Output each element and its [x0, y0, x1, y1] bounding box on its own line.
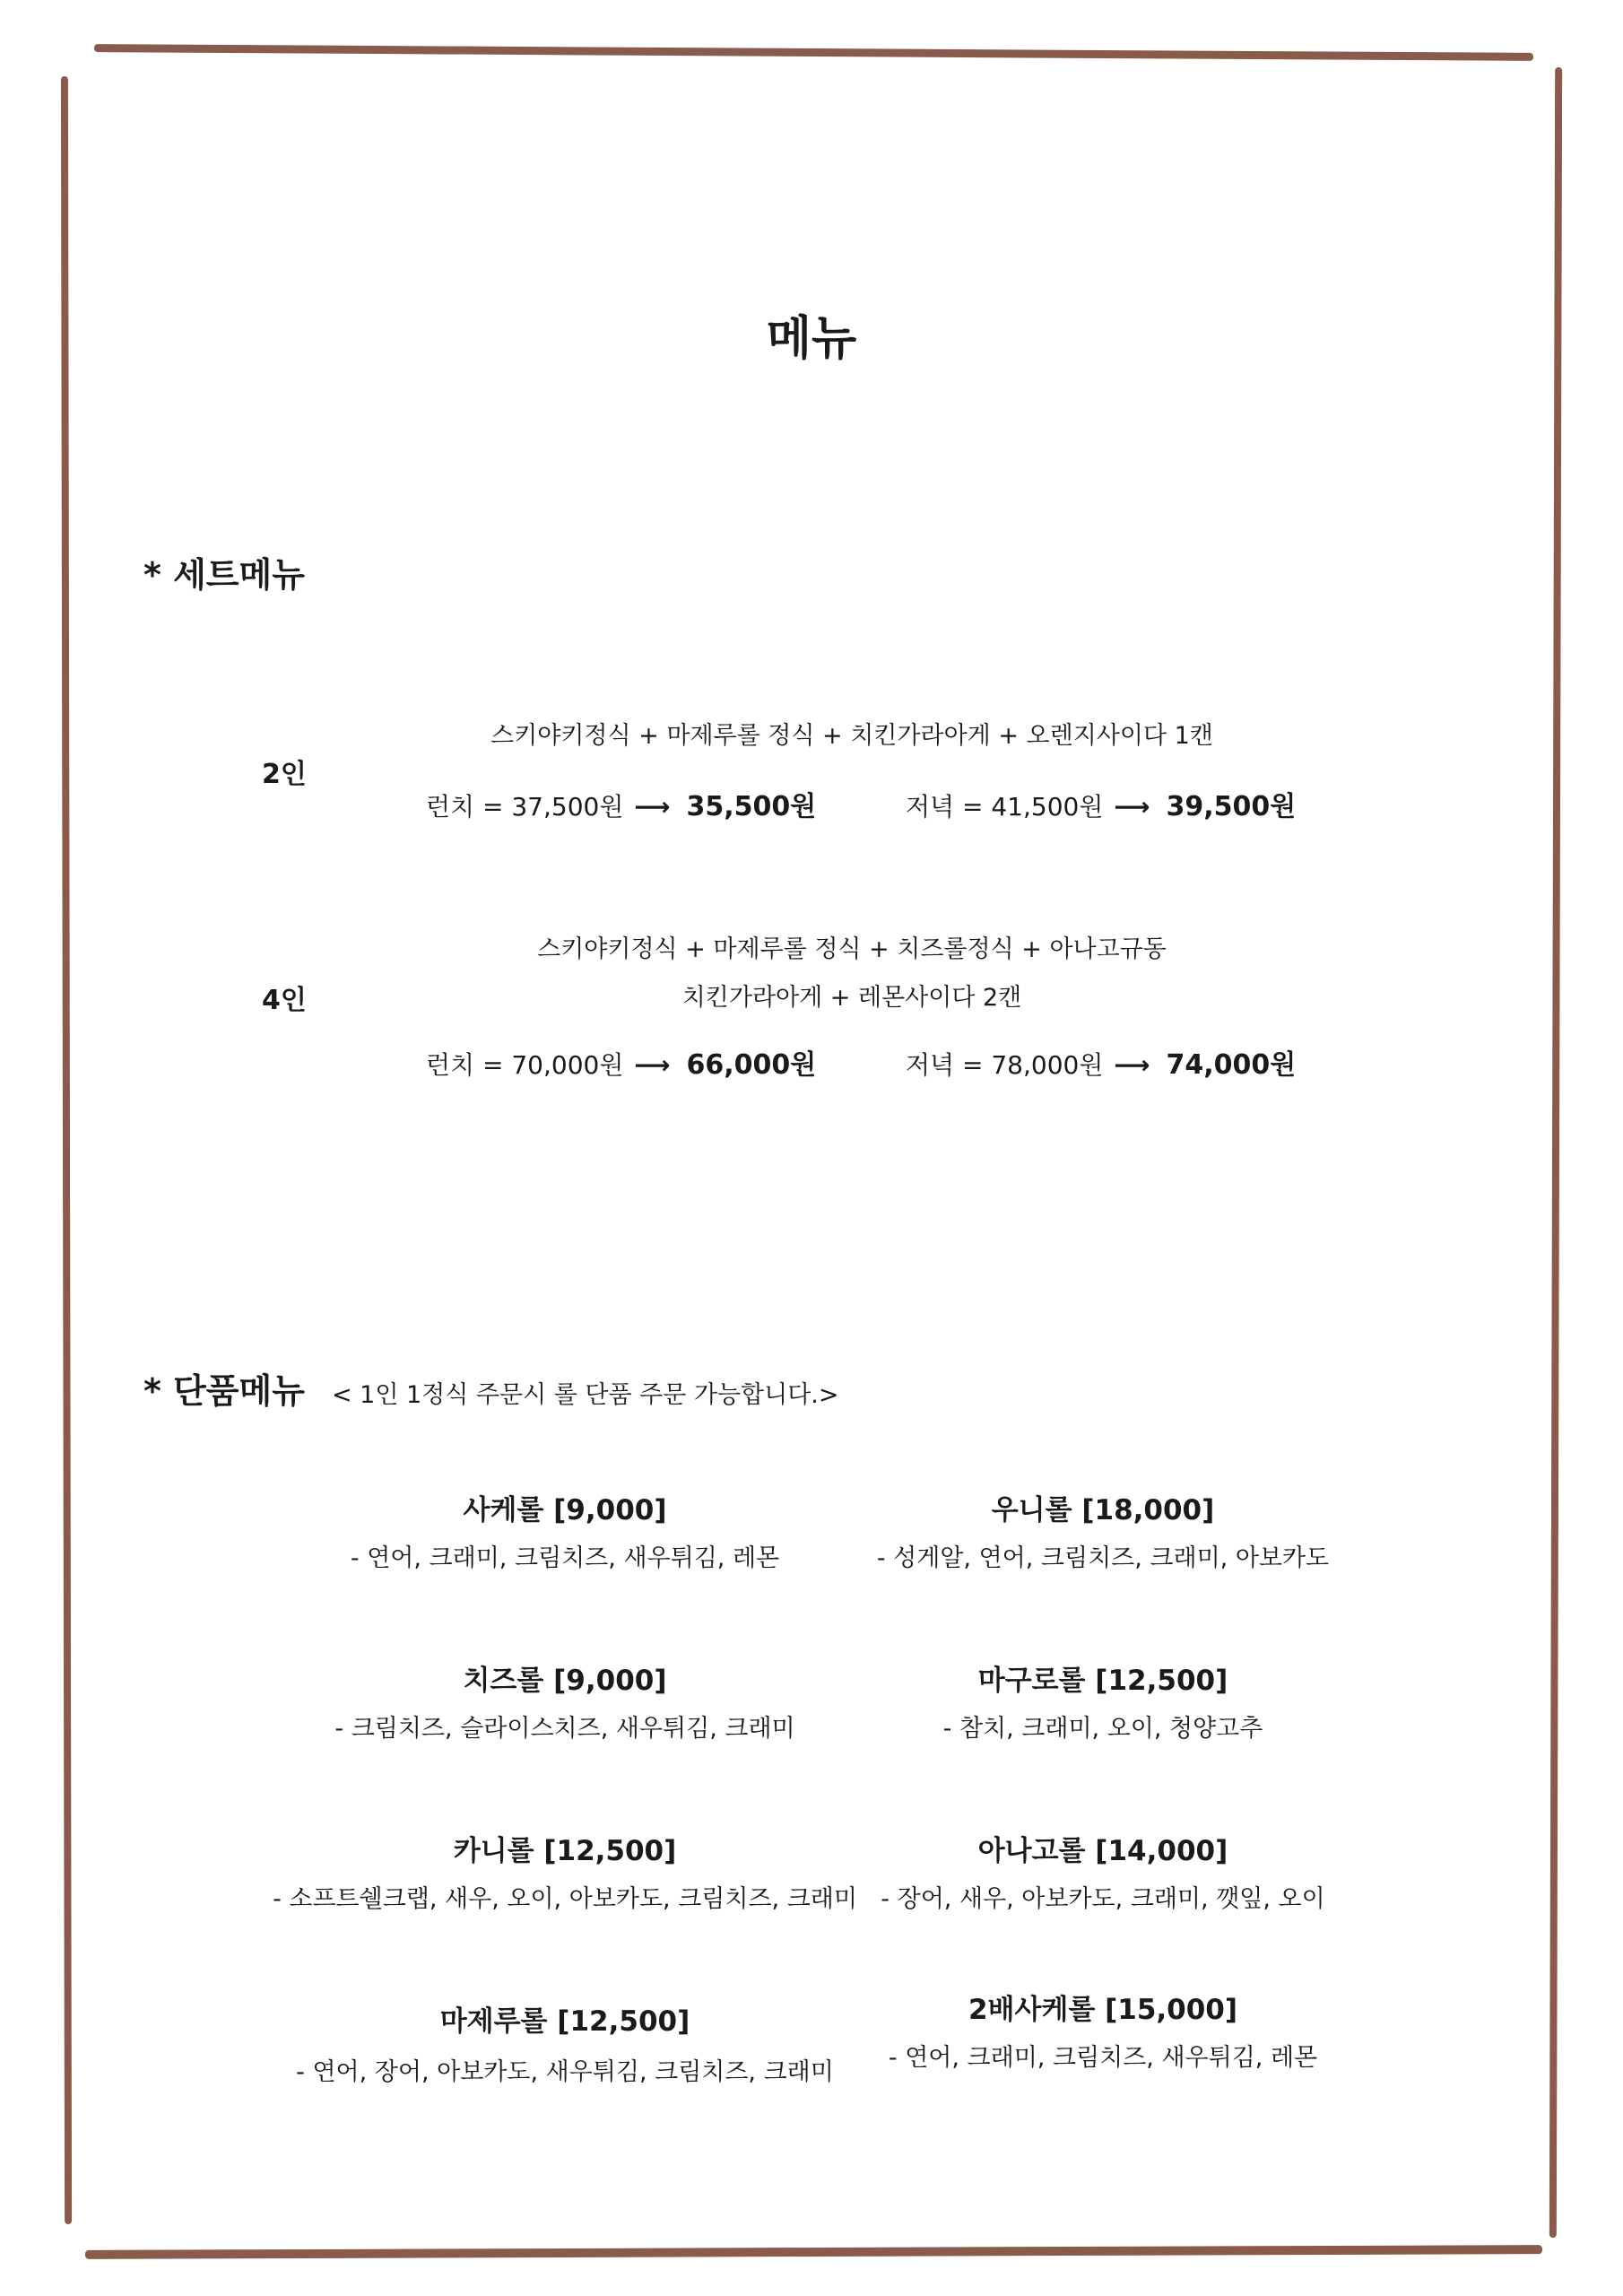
frame-bottom-border: [85, 2245, 1542, 2259]
menu-item-name: 2배사케롤 [15,000]: [968, 1994, 1238, 2026]
arrow-icon: ⟶: [1114, 792, 1150, 822]
arrow-icon: ⟶: [634, 1050, 671, 1080]
menu-item-desc: - 연어, 크래미, 크림치즈, 새우튀김, 레몬: [350, 1544, 780, 1572]
menu-item-name: 아나고롤 [14,000]: [977, 1835, 1228, 1867]
menu-item-name: 치즈롤 [9,000]: [463, 1665, 667, 1697]
arrow-icon: ⟶: [634, 792, 671, 822]
menu-item-desc: - 장어, 새우, 아보카도, 크래미, 깻잎, 오이: [881, 1885, 1325, 1913]
set-items-line: 스키야키정식 + 마제루롤 정식 + 치킨가라아게 + 오렌지사이다 1캔: [490, 722, 1213, 750]
lunch-discount-price: 35,500원: [686, 791, 817, 822]
set-lunch-price: [426, 1042, 816, 1082]
dinner-original-price: 저녁 = 78,000원: [906, 1050, 1104, 1080]
set-lunch-price: [426, 784, 816, 823]
dinner-discount-price: 39,500원: [1166, 791, 1297, 822]
arrow-icon: ⟶: [1114, 1050, 1150, 1080]
frame-left-border: [61, 76, 72, 2224]
frame-right-border: [1549, 67, 1562, 2238]
dinner-discount-price: 74,000원: [1166, 1049, 1297, 1081]
lunch-discount-price: 66,000원: [686, 1049, 817, 1081]
set-dinner-price: [906, 784, 1296, 823]
menu-item-desc: - 소프트쉘크랩, 새우, 오이, 아보카도, 크림치즈, 크래미: [273, 1885, 857, 1913]
set-pax-label: 2인: [262, 759, 307, 790]
single-menu-title: * 단품메뉴: [143, 1371, 305, 1411]
lunch-original-price: 런치 = 70,000원: [426, 1050, 624, 1080]
menu-item-name: 마구로롤 [12,500]: [977, 1665, 1228, 1697]
menu-item-name: 우니롤 [18,000]: [991, 1494, 1215, 1526]
menu-item-desc: - 연어, 장어, 아보카도, 새우튀김, 크림치즈, 크래미: [296, 2058, 834, 2086]
single-menu-note: < 1인 1정식 주문시 롤 단품 주문 가능합니다.>: [331, 1381, 839, 1409]
frame-top-border: [94, 44, 1533, 61]
menu-item-desc: - 크림치즈, 슬라이스치즈, 새우튀김, 크래미: [334, 1715, 795, 1743]
set-items-line: 스키야키정식 + 마제루롤 정식 + 치즈롤정식 + 아나고규동: [537, 935, 1167, 963]
page-title: 메뉴: [766, 312, 857, 366]
set-dinner-price: [906, 1042, 1296, 1082]
dinner-original-price: 저녁 = 41,500원: [906, 792, 1104, 822]
set-menu-heading: * 세트메뉴: [143, 555, 305, 595]
set-items-line: 치킨가라아게 + 레몬사이다 2캔: [681, 984, 1022, 1012]
menu-item-desc: - 성게알, 연어, 크림치즈, 크래미, 아보카도: [876, 1544, 1330, 1572]
menu-item-desc: - 연어, 크래미, 크림치즈, 새우튀김, 레몬: [888, 2044, 1318, 2072]
menu-item-name: 마제루롤 [12,500]: [439, 2005, 690, 2038]
menu-item-name: 사케롤 [9,000]: [463, 1494, 667, 1526]
lunch-original-price: 런치 = 37,500원: [426, 792, 624, 822]
menu-item-name: 카니롤 [12,500]: [453, 1835, 677, 1867]
menu-item-desc: - 참치, 크래미, 오이, 청양고추: [942, 1715, 1263, 1743]
set-pax-label: 4인: [262, 985, 307, 1016]
single-menu-heading: [143, 1363, 839, 1413]
